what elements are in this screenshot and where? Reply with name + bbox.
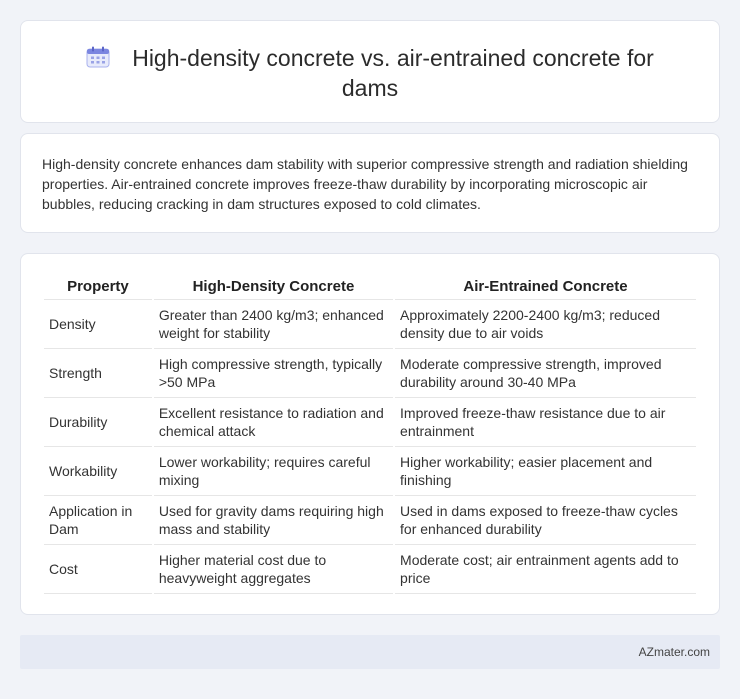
comparison-table-card [20,253,720,615]
high-density-cell: Lower workability; requires careful mixing [154,447,393,496]
air-entrained-cell: Moderate cost; air entrainment agents add to price [395,545,696,594]
title-text: High-density concrete vs. air-entrained concrete for dams [132,45,654,101]
header-air-entrained: Air-Entrained Concrete [395,274,696,300]
air-entrained-cell: Improved freeze-thaw resistance due to air entrainment [395,398,696,447]
table-row [44,300,696,349]
property-cell: Application in Dam [44,496,152,545]
table-row [44,398,696,447]
summary-text: High-density concrete enhances dam stability with superior compressive strength and radiation shielding properties. Air-entrained concrete improves freeze-thaw durability by incorporating microscopic air bubbles, reducing cracking in dam structures exposed to cold climates. [42,156,688,212]
title-card [20,20,720,123]
summary-card [20,133,720,233]
high-density-cell: Higher material cost due to heavyweight aggregates [154,545,393,594]
comparison-table [42,274,698,594]
air-entrained-cell: Higher workability; easier placement and finishing [395,447,696,496]
page-title [61,43,679,103]
air-entrained-cell: Approximately 2200-2400 kg/m3; reduced density due to air voids [395,300,696,349]
property-cell: Durability [44,398,152,447]
air-entrained-cell: Moderate compressive strength, improved durability around 30-40 MPa [395,349,696,398]
high-density-cell: Excellent resistance to radiation and chemical attack [154,398,393,447]
high-density-cell: High compressive strength, typically >50 MPa [154,349,393,398]
table-row [44,545,696,594]
table-row [44,349,696,398]
high-density-cell: Used for gravity dams requiring high mass and stability [154,496,393,545]
property-cell: Workability [44,447,152,496]
high-density-cell: Greater than 2400 kg/m3; enhanced weight for stability [154,300,393,349]
table-row [44,496,696,545]
calendar-icon [86,45,110,67]
footer-site-link[interactable]: AZmater.com [638,645,710,659]
table-row [44,447,696,496]
header-property: Property [44,274,152,300]
table-header-row [44,274,696,300]
footer-bar [20,635,720,669]
property-cell: Cost [44,545,152,594]
property-cell: Strength [44,349,152,398]
header-high-density: High-Density Concrete [154,274,393,300]
air-entrained-cell: Used in dams exposed to freeze-thaw cycles for enhanced durability [395,496,696,545]
property-cell: Density [44,300,152,349]
